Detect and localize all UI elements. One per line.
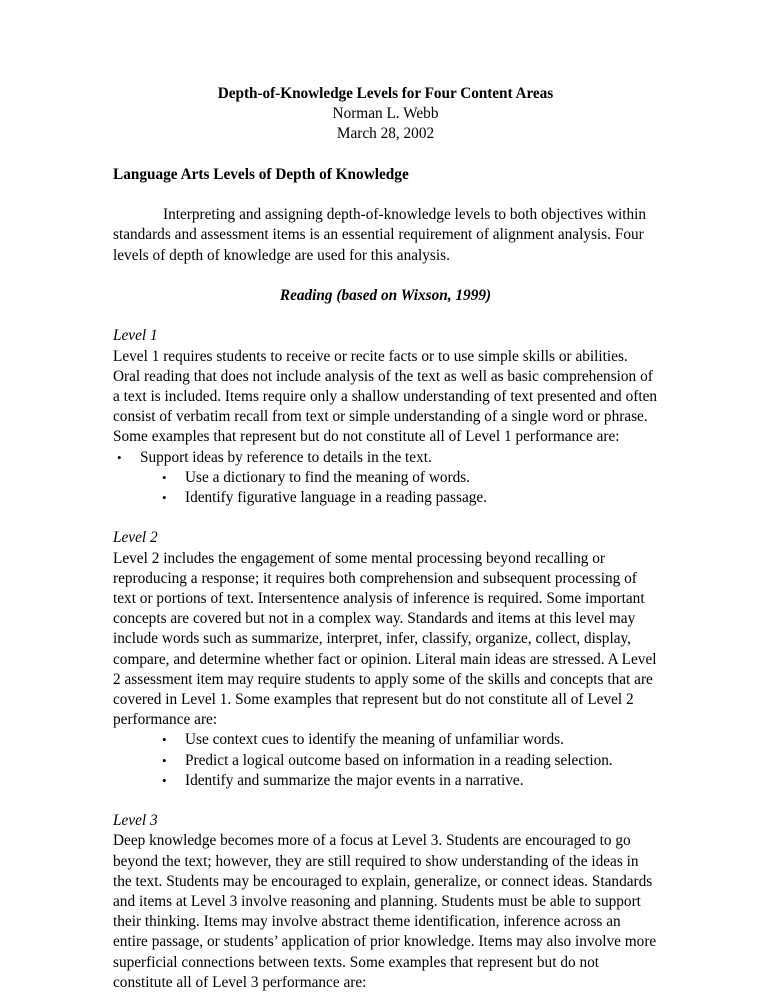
- bullet-icon: •: [162, 469, 167, 485]
- spacer: [113, 266, 658, 286]
- level-body-1: Level 1 requires students to receive or recite facts or to use simple skills or abilities. Oral reading that does not include analysis of the text as well as basic comprehension of a text is included. Items require only a shallow understanding of text presented and often consist of verbatim recall from text or simple understanding of a single word or phrase. Some examples that represent but do not constitute all of Level 1 performance are:: [113, 347, 658, 446]
- list-item-label: Use a dictionary to find the meaning of words.: [185, 468, 471, 486]
- list-item-label: Support ideas by reference to details in the text.: [140, 448, 432, 466]
- level-heading-1: Level 1: [113, 327, 158, 345]
- level-bullets-1: [113, 448, 658, 509]
- spacer: [113, 145, 658, 165]
- bullet-icon: •: [162, 732, 167, 748]
- document-content: [113, 84, 658, 993]
- spacer: [113, 508, 658, 528]
- bullet-icon: •: [162, 752, 167, 768]
- spacer: [113, 185, 658, 205]
- spacer: [113, 306, 658, 326]
- subsection-heading-reading: Reading (based on Wixson, 1999): [279, 286, 492, 304]
- bullet-icon: •: [162, 490, 167, 505]
- list-item: [113, 751, 658, 771]
- list-item: [113, 448, 658, 468]
- document-date: March 28, 2002: [336, 125, 435, 143]
- level-body-2: Level 2 includes the engagement of some mental processing beyond recalling or reproducing a response; it requires both comprehension and subsequent processing of text or portions of text. Intersentence analysis of inference is required. Some important concepts are covered but not in a complex way. Standards and items at this level may include words such as summarize, interpret, infer, classify, organize, collect, display, compare, and determine whether fact or opinion. Literal main ideas are stressed. A Level 2 assessment item may require students to apply some of the skills and concepts that are covered in Level 1. Some examples that represent but do not constitute all of Level 2 performance are:: [113, 549, 657, 729]
- bullet-icon: •: [162, 772, 167, 788]
- level-body-3: Deep knowledge becomes more of a focus at Level 3. Students are encouraged to go beyond the text; however, they are still required to show understanding of the ideas in the text. Students may be encouraged to explain, generalize, or connect ideas. Standards and items at Level 3 involve reasoning and planning. Students must be able to support their thinking. Items may involve abstract theme identification, inference across an entire passage, or students’ application of prior knowledge. Items may also involve more superficial connections between texts. Some examples that represent but do not constitute all of Level 3 performance are:: [113, 832, 657, 991]
- document-title: Depth-of-Knowledge Levels for Four Content Areas: [217, 85, 554, 102]
- list-item-label: Predict a logical outcome based on information in a reading selection.: [185, 751, 613, 769]
- level-bullets-2: [113, 730, 658, 791]
- list-item: [113, 488, 658, 508]
- list-item: [113, 468, 658, 488]
- spacer: [113, 791, 658, 811]
- list-item: [113, 771, 658, 791]
- section-heading-language-arts: Language Arts Levels of Depth of Knowledge: [113, 165, 409, 183]
- level-heading-2: Level 2: [113, 529, 158, 547]
- intro-paragraph: Interpreting and assigning depth-of-knowledge levels to both objectives within standards and assessment items is an essential requirement of alignment analysis. Four levels of depth of knowledge are used for this analysis.: [113, 206, 646, 264]
- list-item-label: Use context cues to identify the meaning of unfamiliar words.: [185, 731, 564, 749]
- list-item-label: Identify and summarize the major events in a narrative.: [185, 771, 524, 789]
- level-heading-3: Level 3: [113, 812, 158, 830]
- list-item: [113, 730, 658, 750]
- document-author: Norman L. Webb: [332, 105, 439, 123]
- list-item-label: Identify figurative language in a reading passage.: [185, 489, 487, 506]
- bullet-icon: •: [117, 449, 122, 465]
